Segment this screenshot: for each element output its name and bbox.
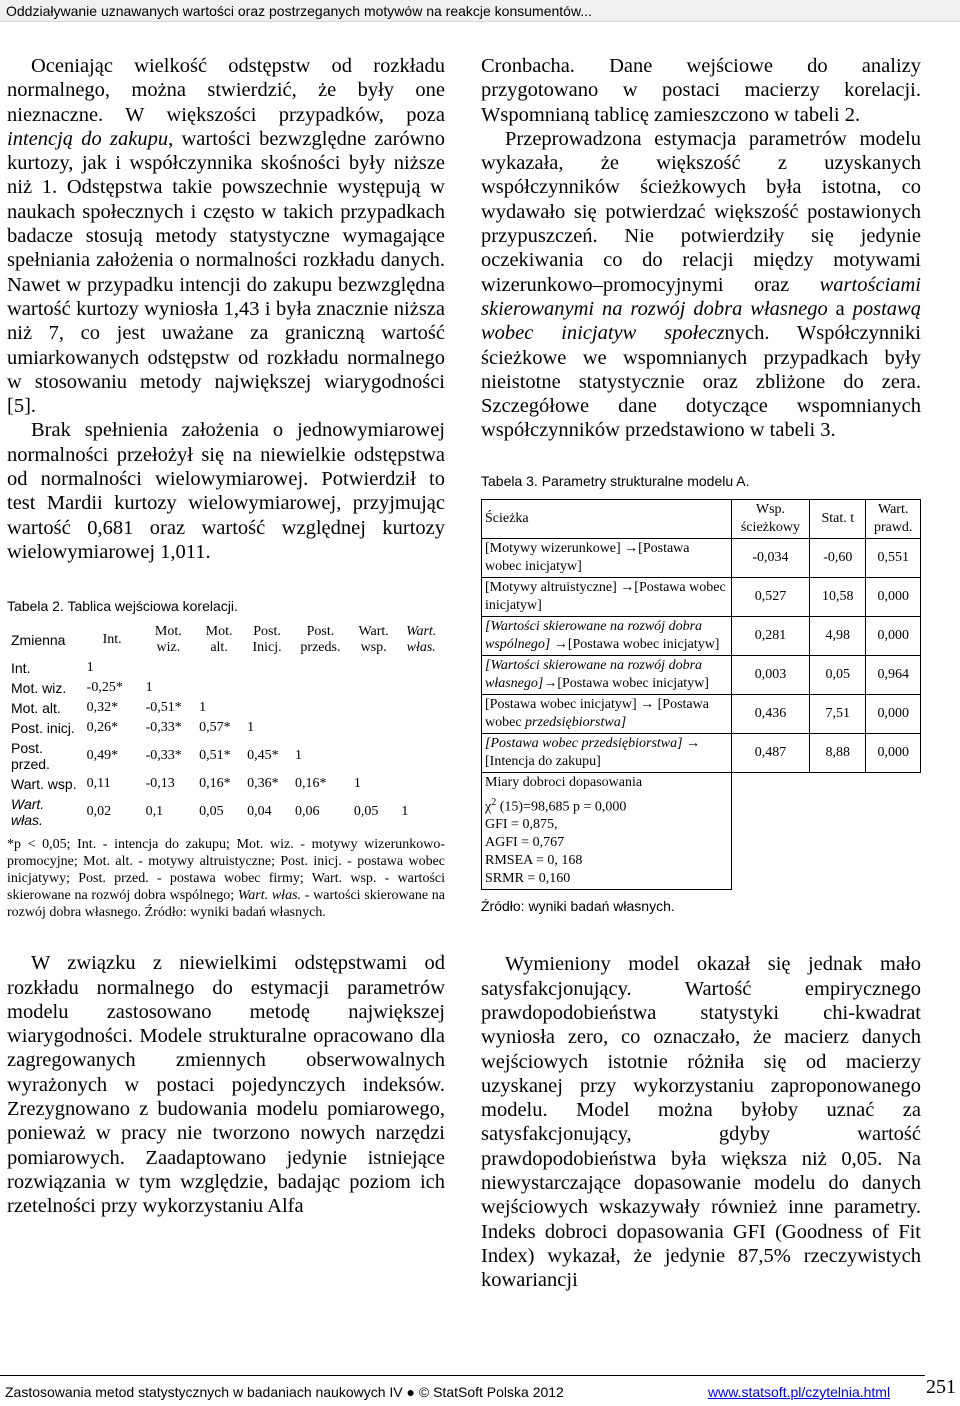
table2-cell: 0,06: [295, 804, 320, 820]
table2-row-label: Post. przed.: [11, 740, 50, 773]
table2-cell: 0,51*: [199, 748, 231, 764]
table3-fit-row: [482, 793, 921, 890]
table2-cell: [291, 658, 350, 678]
fit-chi-square: [485, 794, 728, 817]
table3-header-cell: Stat. t: [810, 499, 866, 538]
text-run: - wartości skierowane na rozwój dobra własnego. Źródło: wyniki badań własnych.: [7, 888, 445, 921]
table-row: [482, 577, 921, 616]
table-row: [7, 658, 445, 678]
table2-cell: 0,36*: [247, 776, 279, 792]
table2-cell: 0,49*: [86, 748, 119, 764]
table2-cell: 1: [86, 660, 94, 676]
table2-cell: [291, 678, 350, 698]
table2-cell: 1: [199, 700, 207, 716]
table2-cell: [195, 678, 243, 698]
table-row: [482, 655, 921, 694]
table2-cell: 1: [401, 804, 409, 820]
text-run: χ: [485, 799, 492, 815]
page-number: 251: [926, 1376, 956, 1398]
table2-cell: -0,51*: [145, 700, 182, 716]
table3-header-cell: Wsp. ścieżkowy: [731, 499, 809, 538]
table2-cell: 1: [295, 748, 303, 764]
table3-cell: 0,000: [866, 577, 921, 616]
table-row: [482, 616, 921, 655]
table3-fit-values: [482, 793, 732, 890]
table2-header-cell: Wart. włas.: [406, 624, 437, 656]
left-column: [7, 54, 445, 1219]
table2-cell: [243, 658, 291, 678]
table3-cell: 0,551: [866, 538, 921, 577]
table3-cell: 0,000: [866, 733, 921, 772]
table3-cell: 0,436: [731, 694, 809, 733]
table3-path-cell: [482, 616, 732, 655]
table2-correlation: [7, 622, 445, 830]
text-run: nych. Współczynniki ścieżkowe we wspomnianych przypadkach były nieistotne statystycznie oraz zbliżone do zera. Szczegółowe dane dotyczące wspomnianych współczynników przedstawiono w tabeli 3.: [481, 322, 922, 442]
fit-srmr: SRMR = 0,160: [485, 871, 571, 887]
table-row: [482, 538, 921, 577]
text-run: →[Postawa wobec inicjatyw]: [550, 636, 720, 652]
table2-cell: [350, 718, 398, 738]
right-column: [481, 54, 921, 1293]
text-run: *p < 0,05; Int. - intencja do zakupu; Mot. wiz. - motywy wizerunkowo-promocyjne; Mot. alt. - motywy altruistyczne; Post. inicj. - postawa wobec inicjatywy; Post. przed. - postawa wobec firmy; Wart. wsp. - wartości skierowane na rozwój dobra wspólnego;: [7, 837, 445, 904]
table2-cell: 0,16*: [295, 776, 327, 792]
table3-cell: 0,05: [810, 655, 866, 694]
table-row: [7, 678, 445, 698]
table3-cell: 0,003: [731, 655, 809, 694]
table2-cell: 1: [353, 776, 361, 792]
table2-header-cell: Zmienna: [11, 632, 66, 649]
table3-cell: 0,487: [731, 733, 809, 772]
table2-row-label: Mot. wiz.: [11, 680, 67, 697]
table2-cell: [350, 738, 398, 774]
table3-cell: -0,60: [810, 538, 866, 577]
table2-cell: 0,45*: [247, 748, 279, 764]
italic-run: intencją do zakupu: [7, 127, 169, 150]
table3-path-cell: [Motywy wizerunkowe] →[Postawa wobec inicjatyw]: [482, 538, 732, 577]
table-row: [482, 694, 921, 733]
table2-row-label: Int.: [11, 660, 31, 677]
table2-cell: [195, 658, 243, 678]
table2-header-row: [7, 622, 445, 658]
table2-cell: [243, 678, 291, 698]
text-run: Oceniając wielkość odstępstw od rozkładu normalnego, można stwierdzić, że były one nieznaczne. W większości przypadków, poza: [7, 55, 445, 126]
text-run: (15)=98,685 p = 0,000: [496, 799, 627, 815]
table2-cell: 0,05: [353, 804, 379, 820]
table2-row-label: Mot. alt.: [11, 700, 61, 717]
right-paragraph-2: [481, 127, 921, 443]
table-row: [7, 718, 445, 738]
table2-header-cell: Post. Inicj.: [252, 624, 282, 656]
table3-cell: 7,51: [810, 694, 866, 733]
table2-cell: [291, 698, 350, 718]
table2-cell: 0,05: [199, 804, 224, 820]
fit-rmsea: RMSEA = 0, 168: [485, 853, 583, 869]
table2-cell: 0,16*: [199, 776, 231, 792]
right-paragraph-3: Wymieniony model okazał się jednak mało satysfakcjonujący. Wartość empirycznego prawdopodobieństwa statystyki chi-kwadrat wyniosła zero, co oznaczało, że macierz danych wejściowych istotnie różniła się od macierzy uzyskanej przy wykorzystaniu zaproponowanego modelu. Model można byłoby uznać za satysfakcjonujący, gdyby wartość prawdopodobieństwa była większa niż 0,05. Na niewystarczające dopasowanie modelu do danych wejściowych wskazywały również inne parametry. Indeks dobroci dopasowania GFI (Goodness of Fit Index) wykazał, że jedynie 87,5% rzeczywistych kowariancji: [481, 953, 921, 1292]
left-paragraph-3: W związku z niewielkimi odstępstwami od rozkładu normalnego do estymacji parametrów modelu zastosowano metodę największej wiarygodności. Modele strukturalne opracowano dla zagregowanych zmiennych obserwowalnych wyrażonych w postaci pojedynczych indeksów. Zrezygnowano z budowania modelu pomiarowego, ponieważ w pracy nie tworzono nowych narzędzi pomiarowych. Zaadaptowano jedynie istniejące rozwiązania w tym względzie, badając poziom ich rzetelności przy wykorzystaniu Alfa: [7, 952, 445, 1218]
table3-header-cell: Ścieżka: [482, 499, 732, 538]
table2-row-label: Wart. włas.: [11, 796, 45, 829]
table3-header-cell: Wart. prawd.: [866, 499, 921, 538]
table2-cell: 0,02: [86, 804, 112, 820]
table2-note: [7, 836, 445, 921]
italic-run: postawą wobec inicjatyw społecz: [481, 297, 921, 345]
table3-cell: 10,58: [810, 577, 866, 616]
table2-header-cell: Post. przeds.: [300, 624, 341, 656]
table3-path-cell: [482, 655, 732, 694]
table2-cell: 0,32*: [86, 700, 119, 716]
table3-source: Źródło: wyniki badań własnych.: [481, 898, 675, 915]
header-title: Oddziaływanie uznawanych wartości oraz postrzeganych motywów na reakcje konsumentów...: [6, 3, 592, 19]
table2-cell: [350, 678, 398, 698]
italic-run: przedsiębiorstwa]: [525, 714, 627, 730]
table2-cell: [243, 698, 291, 718]
table3-path-cell: [Motywy altruistyczne] →[Postawa wobec inicjatyw]: [482, 577, 732, 616]
table2-header-cell: Mot. alt.: [205, 624, 233, 656]
italic-run: Wart. włas.: [237, 888, 302, 904]
table2-cell: [397, 658, 445, 678]
table3-cell: 0,281: [731, 616, 809, 655]
fit-agfi: AGFI = 0,767: [485, 835, 565, 851]
table2-cell: [142, 658, 196, 678]
footer-link[interactable]: www.statsoft.pl/czytelnia.html: [708, 1384, 891, 1400]
table2-cell: -0,25*: [86, 680, 123, 696]
table2-cell: -0,33*: [145, 748, 182, 764]
table2-cell: [397, 698, 445, 718]
right-paragraph-1: Cronbacha. Dane wejściowe do analizy przygotowano w postaci macierzy korelacji. Wspomnianą tablicę zamieszczono w tabeli 2.: [481, 55, 921, 126]
text-run: [Postawa wobec inicjatyw] → [Postawa wobec: [485, 696, 709, 730]
table3-fit-row: [482, 772, 921, 793]
page-footer: [0, 1376, 960, 1406]
table2-cell: [291, 718, 350, 738]
left-paragraph-2: Brak spełnienia założenia o jednowymiarowej normalności przełożył się na niewielkie odstępstwa od normalności wielowymiarowej. Potwierdził to test Mardii kurtozy wielowymiarowej, przyjmując wartość 0,681 oraz wartość względnej kurtozy wielowymiarowej 1,011.: [7, 419, 445, 563]
table2-cell: 1: [145, 680, 153, 696]
table2-cell: 0,1: [145, 804, 164, 820]
table2-caption: Tabela 2. Tablica wejściowa korelacji.: [7, 598, 238, 615]
document-header: [0, 0, 960, 22]
table3-cell: 0,527: [731, 577, 809, 616]
table2-header-cell: Wart. wsp.: [358, 624, 389, 656]
text-run: Przeprowadzona estymacja parametrów modelu wykazała, że większość z uzyskanych współczynników ścieżkowych była istotna, co wydawało się potwierdzać większość postawionych przypuszczeń. Nie potwierdziły się jedynie oczekiwania co do relacji między motywami wizerunkowo–promocyjnymi oraz: [481, 127, 921, 296]
table-row: [7, 794, 445, 830]
table2-cell: 0,26*: [86, 720, 119, 736]
table-row: [7, 738, 445, 774]
table2-cell: [397, 738, 445, 774]
table2-cell: [397, 774, 445, 794]
table2-row-label: Post. inicj.: [11, 720, 75, 737]
superscript: 2: [491, 796, 497, 808]
italic-run: [Postawa wobec przedsiębiorstwa]: [485, 735, 683, 751]
table2-cell: [350, 658, 398, 678]
fit-gfi: GFI = 0,875,: [485, 817, 558, 833]
table3-empty-cell: [731, 793, 920, 890]
table2-cell: [397, 678, 445, 698]
table3-empty-cell: [731, 772, 920, 793]
table2-cell: 1: [247, 720, 255, 736]
table2-cell: [397, 718, 445, 738]
text-run: →[Postawa wobec inicjatyw]: [543, 675, 709, 691]
table3-caption: Tabela 3. Parametry strukturalne modelu A.: [481, 472, 750, 489]
table3-fit-title: Miary dobroci dopasowania: [482, 772, 732, 793]
table3-cell: 4,98: [810, 616, 866, 655]
table3-cell: 0,964: [866, 655, 921, 694]
footer-text: Zastosowania metod statystycznych w badaniach naukowych IV ● © StatSoft Polska 2012: [5, 1384, 564, 1400]
table2-cell: -0,33*: [145, 720, 182, 736]
table2-row-label: Wart. wsp.: [11, 776, 77, 793]
table3-cell: 0,000: [866, 616, 921, 655]
table2-header-cell: Mot. wiz.: [154, 624, 182, 656]
table-row: [482, 733, 921, 772]
table3-cell: 0,000: [866, 694, 921, 733]
text-run: → [Intencja do zakupu]: [485, 735, 701, 769]
table3-header-row: [482, 499, 921, 538]
table3-cell: 8,88: [810, 733, 866, 772]
table2-cell: 0,57*: [199, 720, 231, 736]
italic-run: [Wartości skierowane na rozwój dobra własnego]: [485, 657, 703, 691]
table3-path-cell: [482, 694, 732, 733]
table2-cell: -0,13: [145, 776, 175, 792]
table2-cell: 0,11: [86, 776, 111, 792]
italic-run: [Wartości skierowane na rozwój dobra wspólnego]: [485, 618, 703, 652]
table-row: [7, 774, 445, 794]
table2-header-cell: Int.: [102, 632, 122, 648]
table-row: [7, 698, 445, 718]
table3-cell: -0,034: [731, 538, 809, 577]
table3-path-cell: [482, 733, 732, 772]
table2-cell: [350, 698, 398, 718]
left-paragraph-1: [7, 54, 445, 418]
footer-divider: [0, 1375, 925, 1376]
text-run: a: [827, 297, 853, 320]
table3-structural-parameters: [481, 499, 921, 891]
italic-run: wartościami skierowanymi na rozwój dobra własnego: [481, 273, 921, 320]
table2-cell: 0,04: [247, 804, 272, 820]
text-run: , wartości bezwzględne zarówno kurtozy, jak i współczynnika skośności były niższe niż 1. Odstępstwa takie powszechnie występują w naukach społecznych i często w takich przypadkach badacze stosują metody statystyczne wymagające spełniania założenia o normalności rozkładu danych. Nawet w przypadku intencji do zakupu bezwzględna wartość kurtozy wyniosła 1,43 i była znacznie niższa niż 7, co jest uważane za graniczną wartość umiarkowanych odstępstw od rozkładu normalnego w stosowaniu metody największej wiarygodności [5].: [7, 127, 445, 418]
